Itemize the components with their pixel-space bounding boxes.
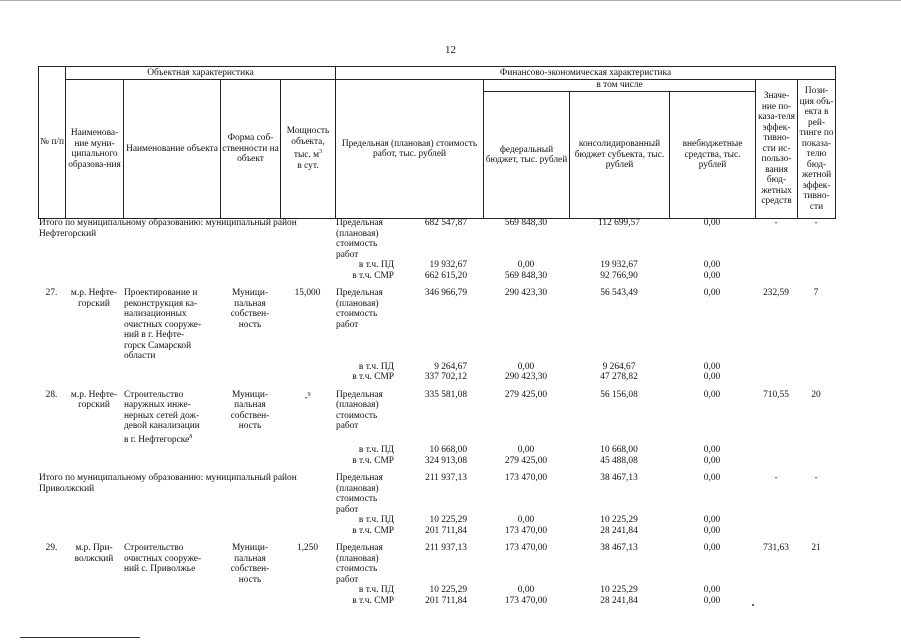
subrow-spacer bbox=[797, 372, 835, 383]
row-gap bbox=[38, 606, 835, 613]
efficiency-value: 232,59 bbox=[763, 288, 789, 298]
header-ownership: Форма соб-ственности на объект bbox=[221, 80, 281, 219]
pd-consolidated: 19 932,67 bbox=[600, 260, 638, 270]
efficiency-value: - bbox=[774, 218, 778, 228]
row-gap bbox=[38, 536, 835, 543]
subrow-spacer bbox=[38, 271, 335, 282]
subrow-spacer bbox=[755, 362, 797, 373]
pd-cost: 19 932,67 bbox=[429, 260, 467, 270]
object-name-line: нерных сетей дож- bbox=[124, 410, 200, 421]
table-row bbox=[38, 543, 835, 585]
smr-extrabudget: 0,00 bbox=[703, 270, 721, 281]
efficiency-value: - bbox=[774, 473, 778, 484]
extrabudget-value: 0,00 bbox=[703, 218, 721, 228]
row-number: 27. bbox=[45, 288, 58, 298]
extrabudget-value: 0,00 bbox=[703, 473, 721, 484]
pd-consolidated: 10 668,00 bbox=[600, 445, 638, 456]
rank-value: - bbox=[814, 218, 818, 228]
subrow-spacer bbox=[797, 445, 835, 456]
capacity-value: 15,000 bbox=[294, 288, 321, 298]
cost-label-line: (плановая) bbox=[336, 483, 379, 494]
smr-cost: 201 711,84 bbox=[425, 595, 467, 606]
cost-label-line: (плановая) bbox=[336, 298, 379, 309]
subrow-spacer bbox=[755, 271, 797, 282]
header-num: № п/п bbox=[39, 67, 66, 219]
smr-extrabudget: 0,00 bbox=[703, 595, 721, 606]
pd-cost: 10 225,29 bbox=[429, 585, 467, 596]
smr-extrabudget: 0,00 bbox=[703, 525, 721, 536]
cost-label-line: работ bbox=[336, 504, 359, 515]
ownership bbox=[220, 543, 280, 585]
subrow-spacer bbox=[38, 456, 335, 467]
pd-extrabudget: 0,00 bbox=[703, 260, 721, 270]
cost-label-line: Предельная bbox=[336, 389, 383, 400]
ownership-line: собствен- bbox=[230, 564, 270, 575]
subrow-spacer bbox=[755, 585, 797, 596]
smr-label: в т.ч. СМР bbox=[352, 525, 394, 536]
subrow-spacer bbox=[797, 596, 835, 607]
subrow-spacer bbox=[755, 596, 797, 607]
consolidated-value: 38 467,13 bbox=[600, 543, 638, 554]
table-subrow-smr bbox=[38, 526, 835, 537]
object-name-line: Проектирование и bbox=[124, 288, 198, 298]
object-name-line: Строительство bbox=[124, 543, 184, 554]
rank-value: 7 bbox=[813, 288, 819, 298]
extrabudget-value: 0,00 bbox=[703, 389, 721, 400]
cost-label-line: стоимость bbox=[336, 410, 378, 421]
header-finance-group: Финансово-экономическая характеристика bbox=[336, 67, 836, 80]
subrow-spacer bbox=[797, 515, 835, 526]
municipality-line: м.р. При- bbox=[75, 543, 113, 554]
table-subrow-pd bbox=[38, 362, 835, 373]
pd-label: в т.ч. ПД bbox=[358, 515, 394, 526]
header-object: Наименование объекта bbox=[124, 80, 221, 219]
cost-label-line: (плановая) bbox=[336, 400, 379, 410]
smr-cost: 201 711,84 bbox=[425, 525, 467, 536]
object-name-line: в г. Нефтегорске bbox=[124, 434, 190, 445]
subrow-spacer bbox=[38, 445, 335, 456]
smr-federal: 279 425,00 bbox=[504, 455, 548, 466]
ownership-line: Муници- bbox=[232, 543, 268, 554]
cost-label bbox=[335, 543, 395, 585]
municipality bbox=[65, 288, 123, 362]
cost-label-line: Предельная bbox=[336, 473, 383, 484]
cost-label bbox=[335, 390, 395, 446]
row-number: 29. bbox=[45, 543, 58, 554]
subrow-spacer bbox=[38, 515, 335, 526]
subrow-spacer bbox=[797, 456, 835, 467]
ownership bbox=[220, 288, 280, 362]
object-name-line: наружных инже- bbox=[124, 400, 191, 410]
object-name-line: нализационных bbox=[124, 309, 187, 319]
pd-consolidated: 10 225,29 bbox=[600, 515, 638, 526]
object-name bbox=[123, 543, 220, 585]
cost-label-line: стоимость bbox=[336, 564, 378, 575]
table-row bbox=[38, 288, 835, 362]
cost-value: 211 937,13 bbox=[425, 543, 467, 554]
cost-label-line: Предельная bbox=[336, 218, 383, 228]
extrabudget-value: 0,00 bbox=[703, 288, 721, 298]
table-row bbox=[38, 390, 835, 446]
consolidated-value: 56 156,08 bbox=[600, 389, 638, 400]
object-name-line: ний с. Приволжье bbox=[124, 564, 196, 575]
subrow-spacer bbox=[755, 526, 797, 537]
table-subrow-smr bbox=[38, 372, 835, 383]
smr-label: в т.ч. СМР bbox=[352, 270, 394, 281]
pd-consolidated: 10 225,29 bbox=[600, 585, 638, 596]
subrow-spacer bbox=[797, 526, 835, 537]
pd-cost: 9 264,67 bbox=[434, 361, 467, 372]
subrow-spacer bbox=[38, 596, 335, 607]
consolidated-value: 112 699,57 bbox=[598, 218, 640, 228]
federal-value: 173 470,00 bbox=[504, 473, 548, 484]
subrow-spacer bbox=[38, 372, 335, 383]
rank-value: - bbox=[814, 473, 818, 484]
header-capacity: Мощность объекта, тыс. $м^3$ в сут. bbox=[281, 80, 336, 219]
pd-label: в т.ч. ПД bbox=[358, 445, 394, 456]
pd-cost: 10 225,29 bbox=[429, 515, 467, 526]
page-number: 12 bbox=[445, 44, 456, 56]
object-name-line: девой канализации bbox=[124, 421, 200, 431]
subrow-spacer bbox=[797, 585, 835, 596]
subrow-spacer bbox=[755, 260, 797, 271]
object-name-line: горск Самарской bbox=[124, 340, 192, 351]
table-subrow-smr bbox=[38, 456, 835, 467]
pd-federal: 0,00 bbox=[517, 260, 535, 270]
capacity-footnote: 9 bbox=[307, 391, 311, 398]
ownership-line: ность bbox=[238, 574, 262, 585]
capacity bbox=[280, 543, 335, 585]
smr-federal: 569 848,30 bbox=[504, 270, 548, 281]
pd-label: в т.ч. ПД bbox=[358, 260, 394, 270]
smr-consolidated: 28 241,84 bbox=[600, 525, 638, 536]
smr-federal: 173 470,00 bbox=[504, 525, 548, 536]
table-subrow-pd bbox=[38, 585, 835, 596]
object-name-line: ний в г. Нефте- bbox=[124, 330, 185, 340]
cost-label-line: работ bbox=[336, 249, 359, 260]
consolidated-value: 56 543,49 bbox=[600, 288, 638, 298]
subrow-spacer bbox=[38, 585, 335, 596]
total-label: Итого по муниципальному образованию: муниципальный район Нефтегорский bbox=[39, 218, 297, 239]
ownership-line: пальная bbox=[234, 553, 266, 564]
cost-label-line: работ bbox=[336, 421, 359, 431]
smr-cost: 662 615,20 bbox=[424, 270, 467, 281]
ownership bbox=[220, 390, 280, 446]
ownership-line: ность bbox=[238, 421, 262, 431]
total-label: Итого по муниципальному образованию: муниципальный район Приволжский bbox=[39, 473, 297, 494]
header-consolidated: консолидированный бюджет субъекта, тыс. рублей bbox=[570, 92, 670, 219]
header-rank: Пози-ция объ-екта в рей-тинге по показа-телю бюд-жетной эффек-тивно-сти bbox=[798, 80, 836, 219]
capacity-value: - bbox=[304, 392, 308, 403]
pd-federal: 0,00 bbox=[517, 361, 535, 372]
subrow-spacer bbox=[38, 526, 335, 537]
cost-label bbox=[335, 218, 395, 260]
table-body bbox=[38, 218, 835, 613]
bottom-rule bbox=[20, 637, 140, 638]
subrow-spacer bbox=[38, 260, 335, 271]
ownership-line: собствен- bbox=[230, 410, 270, 421]
smr-extrabudget: 0,00 bbox=[703, 372, 721, 382]
capacity bbox=[280, 288, 335, 362]
federal-value: 290 423,30 bbox=[504, 288, 548, 298]
table-subrow-smr bbox=[38, 596, 835, 607]
cost-label-line: стоимость bbox=[336, 494, 378, 505]
object-name bbox=[123, 288, 220, 362]
pd-label: в т.ч. ПД bbox=[358, 361, 394, 372]
pd-label: в т.ч. ПД bbox=[358, 585, 394, 596]
cost-value: 346 966,79 bbox=[424, 288, 467, 298]
header-extrabudget: внебюджетные средства, тыс. рублей bbox=[670, 92, 756, 219]
object-name-footnote: 8 bbox=[189, 433, 193, 440]
smr-federal: 173 470,00 bbox=[504, 595, 548, 606]
smr-consolidated: 47 278,82 bbox=[600, 372, 638, 382]
pd-federal: 0,00 bbox=[517, 445, 535, 456]
smr-consolidated: 92 766,90 bbox=[600, 270, 638, 281]
subrow-spacer bbox=[755, 372, 797, 383]
object-name-line: очистных сооруже- bbox=[124, 319, 202, 330]
municipality bbox=[65, 390, 123, 446]
header-efficiency: Значе-ние по-каза-теля эффек-тивно-сти ис-пользо-вания бюд-жетных средств bbox=[756, 80, 798, 219]
table-subrow-pd bbox=[38, 515, 835, 526]
federal-value: 569 848,30 bbox=[504, 218, 548, 228]
ownership-line: Муници- bbox=[232, 389, 268, 400]
table-row bbox=[38, 218, 835, 260]
municipality-line: м.р. Нефте- bbox=[70, 389, 118, 400]
cost-label-line: стоимость bbox=[336, 239, 378, 249]
subrow-spacer bbox=[755, 515, 797, 526]
table-header bbox=[38, 66, 836, 219]
cost-label bbox=[335, 288, 395, 362]
subrow-spacer bbox=[755, 456, 797, 467]
cost-value: 211 937,13 bbox=[425, 473, 467, 484]
capacity bbox=[280, 390, 335, 446]
subrow-spacer bbox=[755, 445, 797, 456]
cost-label-line: работ bbox=[336, 574, 359, 585]
federal-value: 279 425,00 bbox=[504, 389, 548, 400]
ownership-line: пальная bbox=[234, 298, 266, 309]
cost-label-line: стоимость bbox=[336, 309, 378, 319]
object-name-line: очистных сооруже- bbox=[124, 553, 202, 564]
object-name-line: Строительство bbox=[124, 389, 184, 400]
smr-label: в т.ч. СМР bbox=[352, 455, 394, 466]
smr-cost: 337 702,12 bbox=[424, 372, 467, 382]
stray-mark bbox=[752, 604, 754, 606]
municipality bbox=[65, 543, 123, 585]
row-gap bbox=[38, 383, 835, 390]
ownership-line: пальная bbox=[234, 400, 266, 410]
smr-extrabudget: 0,00 bbox=[703, 455, 721, 466]
row-gap bbox=[38, 281, 835, 288]
smr-consolidated: 28 241,84 bbox=[600, 595, 638, 606]
subrow-spacer bbox=[797, 362, 835, 373]
smr-consolidated: 45 488,08 bbox=[600, 455, 638, 466]
ownership-line: собствен- bbox=[230, 309, 270, 319]
top-rule bbox=[0, 0, 901, 1]
municipality-line: горский bbox=[78, 298, 110, 309]
cost-label-line: Предельная bbox=[336, 288, 383, 298]
smr-federal: 290 423,30 bbox=[504, 372, 548, 382]
table-subrow-pd bbox=[38, 445, 835, 456]
header-object-group: Объектная характеристика bbox=[66, 67, 336, 80]
row-number: 28. bbox=[45, 389, 58, 400]
cost-label-line: (плановая) bbox=[336, 553, 379, 564]
consolidated-value: 38 467,13 bbox=[600, 473, 638, 484]
rank-value: 21 bbox=[811, 543, 821, 554]
table-subrow-smr bbox=[38, 271, 835, 282]
pd-consolidated: 9 264,67 bbox=[602, 361, 636, 372]
pd-federal: 0,00 bbox=[517, 585, 535, 596]
pd-extrabudget: 0,00 bbox=[703, 445, 721, 456]
object-name-line: реконструкция ка- bbox=[124, 298, 198, 309]
table-subrow-pd bbox=[38, 260, 835, 271]
header-municipality: Наименова-ние муни-ципального образова-ния bbox=[66, 80, 124, 219]
cost-value: 335 581,08 bbox=[424, 389, 467, 400]
cost-label-line: работ bbox=[336, 319, 359, 330]
federal-value: 173 470,00 bbox=[504, 543, 548, 554]
smr-cost: 324 913,08 bbox=[424, 455, 467, 466]
efficiency-value: 710,55 bbox=[763, 389, 789, 400]
pd-extrabudget: 0,00 bbox=[703, 585, 721, 596]
header-cost: Предельная (плановая) стоимость работ, тыс. рублей bbox=[336, 80, 484, 219]
pd-federal: 0,00 bbox=[517, 515, 535, 526]
pd-cost: 10 668,00 bbox=[429, 445, 467, 456]
ownership-line: Муници- bbox=[232, 288, 268, 298]
cost-value: 682 547,87 bbox=[424, 218, 467, 228]
header-federal: федеральный бюджет, тыс. рублей bbox=[484, 92, 570, 219]
cost-label bbox=[335, 473, 395, 515]
efficiency-value: 731,63 bbox=[763, 543, 789, 554]
smr-label: в т.ч. СМР bbox=[352, 595, 394, 606]
cost-label-line: Предельная bbox=[336, 543, 383, 554]
extrabudget-value: 0,00 bbox=[703, 543, 721, 554]
cost-label-line: (плановая) bbox=[336, 228, 379, 239]
smr-label: в т.ч. СМР bbox=[352, 372, 394, 382]
capacity-value: 1,250 bbox=[296, 543, 319, 554]
municipality-line: горский bbox=[78, 400, 110, 410]
subrow-spacer bbox=[797, 271, 835, 282]
ownership-line: ность bbox=[238, 319, 262, 330]
table-row bbox=[38, 473, 835, 515]
object-name-line: области bbox=[124, 351, 156, 361]
rank-value: 20 bbox=[811, 389, 821, 400]
pd-extrabudget: 0,00 bbox=[703, 515, 721, 526]
object-name bbox=[123, 390, 220, 446]
subrow-spacer bbox=[797, 260, 835, 271]
header-including: в том числе bbox=[484, 80, 756, 92]
pd-extrabudget: 0,00 bbox=[703, 361, 721, 372]
subrow-spacer bbox=[38, 362, 335, 373]
municipality-line: волжский bbox=[74, 553, 114, 564]
municipality-line: м.р. Нефте- bbox=[70, 288, 118, 298]
